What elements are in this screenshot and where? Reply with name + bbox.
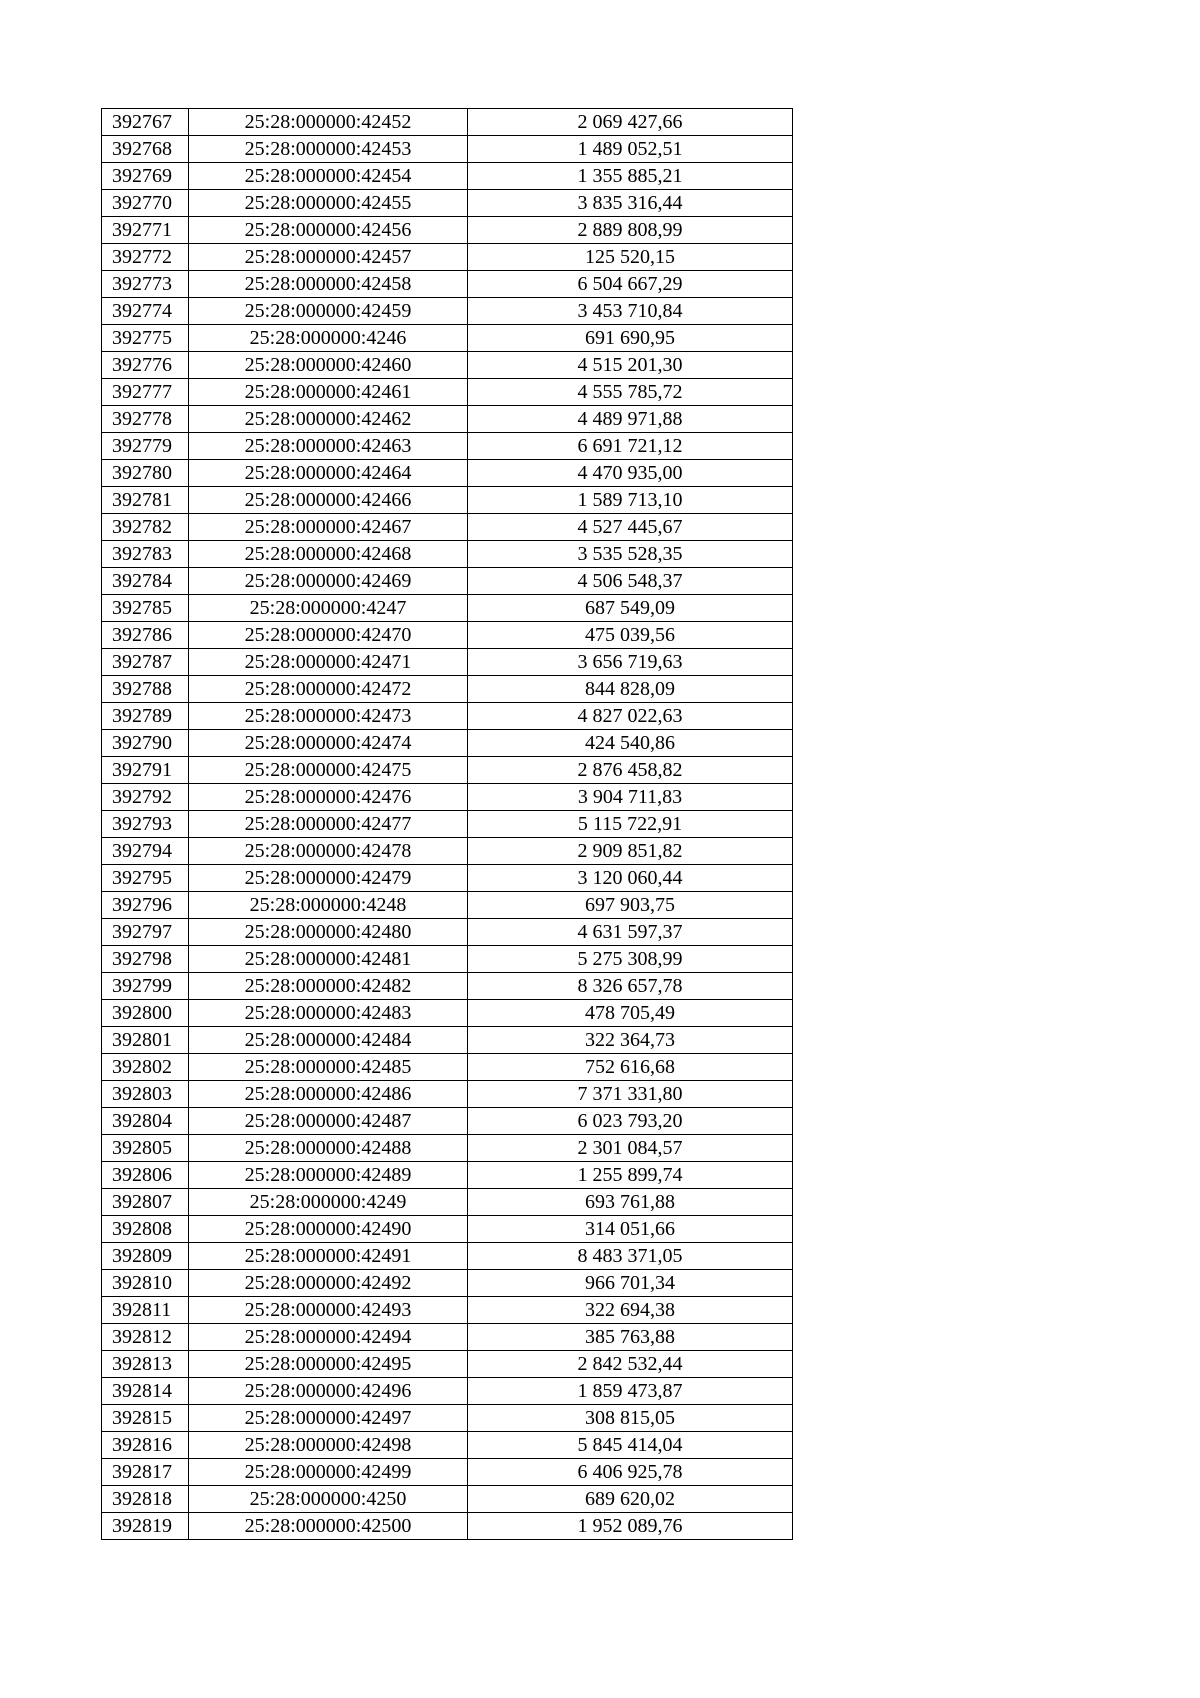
table-row <box>102 1189 793 1216</box>
value-cell: 2 069 427,66 <box>468 109 793 136</box>
cadastral-number-cell: 25:28:000000:42462 <box>189 406 468 433</box>
cadastral-number-cell: 25:28:000000:42453 <box>189 136 468 163</box>
cadastral-number-cell: 25:28:000000:4249 <box>189 1189 468 1216</box>
table-row <box>102 271 793 298</box>
value-cell: 6 023 793,20 <box>468 1108 793 1135</box>
row-number-cell: 392768 <box>102 136 189 163</box>
row-number-cell: 392814 <box>102 1378 189 1405</box>
cadastral-number-cell: 25:28:000000:42489 <box>189 1162 468 1189</box>
row-number-cell: 392794 <box>102 838 189 865</box>
row-number-cell: 392804 <box>102 1108 189 1135</box>
cadastral-number-cell: 25:28:000000:42487 <box>189 1108 468 1135</box>
table-row <box>102 784 793 811</box>
row-number-cell: 392767 <box>102 109 189 136</box>
table-row <box>102 136 793 163</box>
table-body <box>102 109 793 1540</box>
value-cell: 1 355 885,21 <box>468 163 793 190</box>
row-number-cell: 392786 <box>102 622 189 649</box>
row-number-cell: 392780 <box>102 460 189 487</box>
value-cell: 693 761,88 <box>468 1189 793 1216</box>
value-cell: 424 540,86 <box>468 730 793 757</box>
row-number-cell: 392815 <box>102 1405 189 1432</box>
table-row <box>102 1432 793 1459</box>
value-cell: 5 115 722,91 <box>468 811 793 838</box>
row-number-cell: 392805 <box>102 1135 189 1162</box>
table-row <box>102 1297 793 1324</box>
row-number-cell: 392779 <box>102 433 189 460</box>
row-number-cell: 392793 <box>102 811 189 838</box>
cadastral-number-cell: 25:28:000000:42493 <box>189 1297 468 1324</box>
cadastral-number-cell: 25:28:000000:42474 <box>189 730 468 757</box>
row-number-cell: 392771 <box>102 217 189 244</box>
row-number-cell: 392775 <box>102 325 189 352</box>
table-row <box>102 244 793 271</box>
table-row <box>102 838 793 865</box>
value-cell: 385 763,88 <box>468 1324 793 1351</box>
row-number-cell: 392800 <box>102 1000 189 1027</box>
row-number-cell: 392789 <box>102 703 189 730</box>
table-row <box>102 406 793 433</box>
value-cell: 1 489 052,51 <box>468 136 793 163</box>
value-cell: 3 453 710,84 <box>468 298 793 325</box>
cadastral-number-cell: 25:28:000000:42457 <box>189 244 468 271</box>
cadastral-number-cell: 25:28:000000:42464 <box>189 460 468 487</box>
table-row <box>102 892 793 919</box>
table-row <box>102 676 793 703</box>
row-number-cell: 392802 <box>102 1054 189 1081</box>
value-cell: 3 535 528,35 <box>468 541 793 568</box>
row-number-cell: 392783 <box>102 541 189 568</box>
row-number-cell: 392807 <box>102 1189 189 1216</box>
value-cell: 2 876 458,82 <box>468 757 793 784</box>
table-row <box>102 1108 793 1135</box>
table-row <box>102 1378 793 1405</box>
value-cell: 691 690,95 <box>468 325 793 352</box>
row-number-cell: 392813 <box>102 1351 189 1378</box>
row-number-cell: 392792 <box>102 784 189 811</box>
row-number-cell: 392816 <box>102 1432 189 1459</box>
cadastral-number-cell: 25:28:000000:42492 <box>189 1270 468 1297</box>
row-number-cell: 392773 <box>102 271 189 298</box>
value-cell: 125 520,15 <box>468 244 793 271</box>
cadastral-number-cell: 25:28:000000:42472 <box>189 676 468 703</box>
table-row <box>102 298 793 325</box>
row-number-cell: 392801 <box>102 1027 189 1054</box>
cadastral-number-cell: 25:28:000000:42458 <box>189 271 468 298</box>
value-cell: 5 275 308,99 <box>468 946 793 973</box>
cadastral-number-cell: 25:28:000000:42490 <box>189 1216 468 1243</box>
table-row <box>102 919 793 946</box>
value-cell: 3 904 711,83 <box>468 784 793 811</box>
table-row <box>102 1054 793 1081</box>
row-number-cell: 392799 <box>102 973 189 1000</box>
value-cell: 4 631 597,37 <box>468 919 793 946</box>
value-cell: 478 705,49 <box>468 1000 793 1027</box>
cadastral-number-cell: 25:28:000000:42483 <box>189 1000 468 1027</box>
table-row <box>102 973 793 1000</box>
row-number-cell: 392809 <box>102 1243 189 1270</box>
table-row <box>102 541 793 568</box>
value-cell: 697 903,75 <box>468 892 793 919</box>
row-number-cell: 392796 <box>102 892 189 919</box>
cadastral-number-cell: 25:28:000000:42484 <box>189 1027 468 1054</box>
cadastral-number-cell: 25:28:000000:4248 <box>189 892 468 919</box>
row-number-cell: 392818 <box>102 1486 189 1513</box>
value-cell: 7 371 331,80 <box>468 1081 793 1108</box>
cadastral-number-cell: 25:28:000000:42461 <box>189 379 468 406</box>
row-number-cell: 392795 <box>102 865 189 892</box>
row-number-cell: 392788 <box>102 676 189 703</box>
cadastral-number-cell: 25:28:000000:4247 <box>189 595 468 622</box>
value-cell: 6 691 721,12 <box>468 433 793 460</box>
cadastral-number-cell: 25:28:000000:42482 <box>189 973 468 1000</box>
value-cell: 322 694,38 <box>468 1297 793 1324</box>
value-cell: 844 828,09 <box>468 676 793 703</box>
row-number-cell: 392774 <box>102 298 189 325</box>
value-cell: 4 555 785,72 <box>468 379 793 406</box>
value-cell: 3 120 060,44 <box>468 865 793 892</box>
cadastral-number-cell: 25:28:000000:42475 <box>189 757 468 784</box>
row-number-cell: 392806 <box>102 1162 189 1189</box>
table-row <box>102 811 793 838</box>
table-row <box>102 1162 793 1189</box>
table-row <box>102 1000 793 1027</box>
value-cell: 752 616,68 <box>468 1054 793 1081</box>
table-row <box>102 757 793 784</box>
value-cell: 5 845 414,04 <box>468 1432 793 1459</box>
value-cell: 4 506 548,37 <box>468 568 793 595</box>
table-row <box>102 163 793 190</box>
table-row <box>102 595 793 622</box>
value-cell: 1 589 713,10 <box>468 487 793 514</box>
table-row <box>102 217 793 244</box>
cadastral-number-cell: 25:28:000000:42500 <box>189 1513 468 1540</box>
value-cell: 4 470 935,00 <box>468 460 793 487</box>
value-cell: 4 489 971,88 <box>468 406 793 433</box>
cadastral-number-cell: 25:28:000000:42478 <box>189 838 468 865</box>
cadastral-number-cell: 25:28:000000:4246 <box>189 325 468 352</box>
table-row <box>102 1324 793 1351</box>
value-cell: 4 515 201,30 <box>468 352 793 379</box>
value-cell: 2 889 808,99 <box>468 217 793 244</box>
value-cell: 689 620,02 <box>468 1486 793 1513</box>
value-cell: 2 909 851,82 <box>468 838 793 865</box>
value-cell: 1 952 089,76 <box>468 1513 793 1540</box>
cadastral-number-cell: 25:28:000000:42473 <box>189 703 468 730</box>
table-row <box>102 1081 793 1108</box>
table-row <box>102 1513 793 1540</box>
cadastral-number-cell: 25:28:000000:4250 <box>189 1486 468 1513</box>
row-number-cell: 392772 <box>102 244 189 271</box>
cadastral-number-cell: 25:28:000000:42495 <box>189 1351 468 1378</box>
value-cell: 1 859 473,87 <box>468 1378 793 1405</box>
table-row <box>102 379 793 406</box>
row-number-cell: 392810 <box>102 1270 189 1297</box>
table-row <box>102 1270 793 1297</box>
value-cell: 1 255 899,74 <box>468 1162 793 1189</box>
value-cell: 966 701,34 <box>468 1270 793 1297</box>
row-number-cell: 392778 <box>102 406 189 433</box>
cadastral-value-table <box>101 108 793 1540</box>
value-cell: 6 504 667,29 <box>468 271 793 298</box>
table-row <box>102 190 793 217</box>
cadastral-number-cell: 25:28:000000:42455 <box>189 190 468 217</box>
row-number-cell: 392785 <box>102 595 189 622</box>
row-number-cell: 392812 <box>102 1324 189 1351</box>
value-cell: 308 815,05 <box>468 1405 793 1432</box>
row-number-cell: 392776 <box>102 352 189 379</box>
cadastral-number-cell: 25:28:000000:42469 <box>189 568 468 595</box>
table-row <box>102 514 793 541</box>
value-cell: 3 835 316,44 <box>468 190 793 217</box>
cadastral-number-cell: 25:28:000000:42476 <box>189 784 468 811</box>
table-row <box>102 433 793 460</box>
table-row <box>102 109 793 136</box>
cadastral-number-cell: 25:28:000000:42479 <box>189 865 468 892</box>
row-number-cell: 392769 <box>102 163 189 190</box>
table-row <box>102 865 793 892</box>
row-number-cell: 392782 <box>102 514 189 541</box>
row-number-cell: 392790 <box>102 730 189 757</box>
cadastral-number-cell: 25:28:000000:42459 <box>189 298 468 325</box>
cadastral-number-cell: 25:28:000000:42486 <box>189 1081 468 1108</box>
row-number-cell: 392819 <box>102 1513 189 1540</box>
cadastral-number-cell: 25:28:000000:42468 <box>189 541 468 568</box>
cadastral-number-cell: 25:28:000000:42481 <box>189 946 468 973</box>
cadastral-number-cell: 25:28:000000:42494 <box>189 1324 468 1351</box>
row-number-cell: 392781 <box>102 487 189 514</box>
cadastral-number-cell: 25:28:000000:42499 <box>189 1459 468 1486</box>
cadastral-number-cell: 25:28:000000:42467 <box>189 514 468 541</box>
row-number-cell: 392798 <box>102 946 189 973</box>
cadastral-number-cell: 25:28:000000:42485 <box>189 1054 468 1081</box>
row-number-cell: 392787 <box>102 649 189 676</box>
table-row <box>102 1351 793 1378</box>
table-row <box>102 1243 793 1270</box>
table-row <box>102 649 793 676</box>
cadastral-number-cell: 25:28:000000:42497 <box>189 1405 468 1432</box>
table-row <box>102 1135 793 1162</box>
table-row <box>102 1027 793 1054</box>
row-number-cell: 392784 <box>102 568 189 595</box>
value-cell: 8 483 371,05 <box>468 1243 793 1270</box>
row-number-cell: 392808 <box>102 1216 189 1243</box>
table-row <box>102 352 793 379</box>
cadastral-number-cell: 25:28:000000:42452 <box>189 109 468 136</box>
value-cell: 314 051,66 <box>468 1216 793 1243</box>
cadastral-number-cell: 25:28:000000:42491 <box>189 1243 468 1270</box>
cadastral-number-cell: 25:28:000000:42477 <box>189 811 468 838</box>
table-row <box>102 325 793 352</box>
table-row <box>102 460 793 487</box>
value-cell: 3 656 719,63 <box>468 649 793 676</box>
cadastral-number-cell: 25:28:000000:42480 <box>189 919 468 946</box>
row-number-cell: 392811 <box>102 1297 189 1324</box>
cadastral-number-cell: 25:28:000000:42488 <box>189 1135 468 1162</box>
cadastral-number-cell: 25:28:000000:42456 <box>189 217 468 244</box>
value-cell: 4 527 445,67 <box>468 514 793 541</box>
cadastral-number-cell: 25:28:000000:42498 <box>189 1432 468 1459</box>
table-row <box>102 1405 793 1432</box>
table-row <box>102 730 793 757</box>
row-number-cell: 392797 <box>102 919 189 946</box>
value-cell: 687 549,09 <box>468 595 793 622</box>
table-row <box>102 622 793 649</box>
cadastral-number-cell: 25:28:000000:42496 <box>189 1378 468 1405</box>
value-cell: 475 039,56 <box>468 622 793 649</box>
value-cell: 8 326 657,78 <box>468 973 793 1000</box>
cadastral-number-cell: 25:28:000000:42454 <box>189 163 468 190</box>
value-cell: 2 301 084,57 <box>468 1135 793 1162</box>
cadastral-number-cell: 25:28:000000:42471 <box>189 649 468 676</box>
row-number-cell: 392777 <box>102 379 189 406</box>
table-row <box>102 1486 793 1513</box>
cadastral-number-cell: 25:28:000000:42470 <box>189 622 468 649</box>
value-cell: 4 827 022,63 <box>468 703 793 730</box>
table-row <box>102 568 793 595</box>
cadastral-number-cell: 25:28:000000:42460 <box>189 352 468 379</box>
value-cell: 6 406 925,78 <box>468 1459 793 1486</box>
table-row <box>102 703 793 730</box>
table-row <box>102 1459 793 1486</box>
value-cell: 2 842 532,44 <box>468 1351 793 1378</box>
row-number-cell: 392791 <box>102 757 189 784</box>
cadastral-number-cell: 25:28:000000:42463 <box>189 433 468 460</box>
row-number-cell: 392817 <box>102 1459 189 1486</box>
table-row <box>102 946 793 973</box>
row-number-cell: 392803 <box>102 1081 189 1108</box>
row-number-cell: 392770 <box>102 190 189 217</box>
table-row <box>102 487 793 514</box>
cadastral-number-cell: 25:28:000000:42466 <box>189 487 468 514</box>
table-row <box>102 1216 793 1243</box>
value-cell: 322 364,73 <box>468 1027 793 1054</box>
